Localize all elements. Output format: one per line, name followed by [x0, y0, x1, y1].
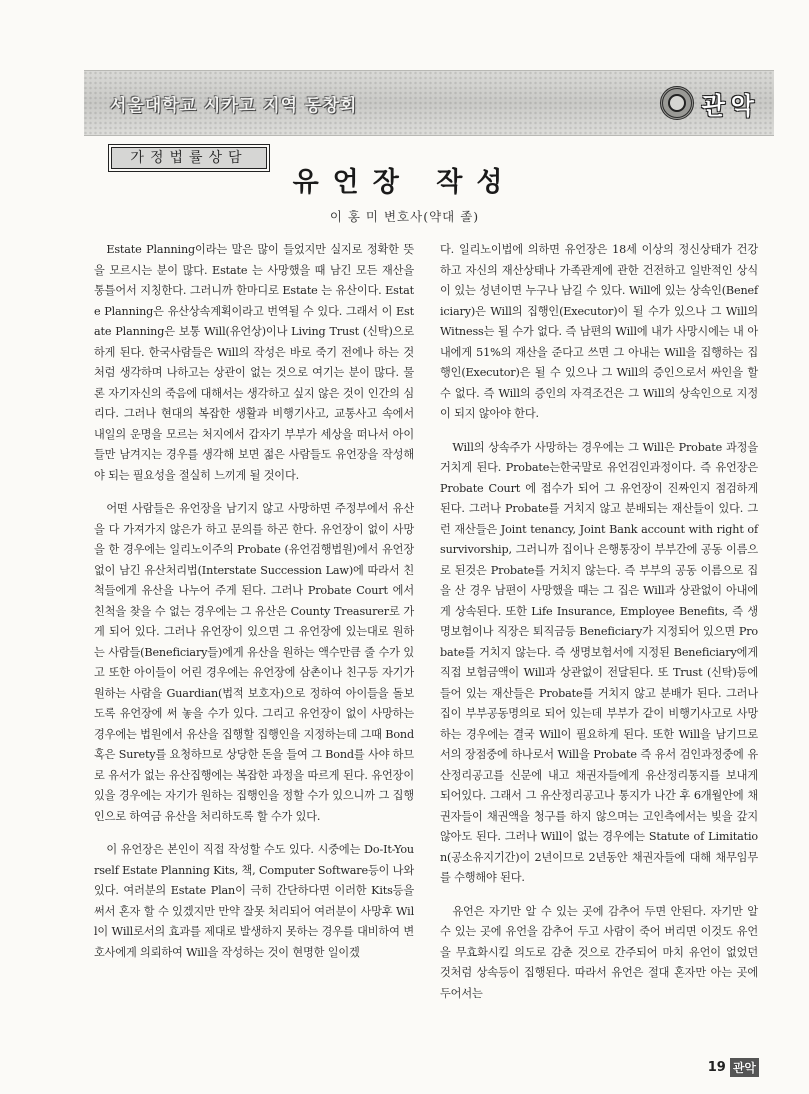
alumni-association-title: 서울대학교 시카고 지역 동창회 — [110, 96, 358, 116]
paragraph: 다. 일리노이법에 의하면 유언장은 18세 이상의 정신상태가 건강하고 자신의 재산상태나 가족관계에 관한 건전하고 일반적인 상식이 있는 성년이면 누구나 남길 수 있다. Will에 있는 상속인(Beneficiary)은 Will의 집행인(Executor)이 될 수가 있으나 그 Will의 Witness는 될 수가 없다. 즉 남편의 Will에 내가 사망시에는 내 아내에게 51%의 재산을 준다고 쓰면 그 아내는 Will을 집행하는 집행인(Executor)은 될 수 있으나 그 Will의 증인으로서 싸인을 할 수 없다. 즉 Will의 증인의 자격조건은 그 Will의 상속인으로 지정이 되지 않아야 한다. — [440, 243, 758, 420]
page-number: 19 — [707, 1060, 726, 1075]
magazine-name: 관악 — [701, 91, 760, 120]
page-footer — [708, 1058, 759, 1077]
magazine-logo — [660, 85, 760, 121]
text-column-right — [440, 240, 758, 1017]
header-banner — [84, 70, 774, 136]
article-title: 유언장 작성 — [292, 167, 517, 198]
paragraph: Will의 상속주가 사망하는 경우에는 그 Will은 Probate 과정을 거치게 된다. Probate는한국말로 유언검인과정이다. 즉 유언장은 Probate Court 에 접수가 되어 그 유언장이 진짜인지 점검하게 된다. 그러나 Probate를 거치지 않고 분배되는 재산들이 있다. 그런 재산들은 Joint tenancy, Joint Bank account with right of survivorship, 그러니까 집이나 은행통장이 부부간에 공동 이름으로 된것은 Probate를 거치지 않는다. 즉 부부의 공동 이름으로 집을 산 경우 남편이 사망했을 때는 그 집은 Will과 상관없이 아내에게 상속된다. 또한 Life Insurance, Employee Benefits, 즉 생명보험이나 직장은 퇴직금등 Beneficiary가 지정되어 있으면 Probate를 거치지 않는다. 즉 생명보험서에 지정된 Beneficiary에게 직접 보험금액이 Will과 상관없이 전달된다. 또 Trust (신탁)등에 들어 있는 재산들은 Probate를 거치지 않고 분배가 된다. 그러나 집이 부부공동명의로 되어 있는데 부부가 같이 비행기사고로 사망하는 경우에는 결국 Will이 필요하게 된다. 또한 Will을 남기므로서의 장점중에 하나로서 Will을 Probate 즉 유서 검인과정중에 유산정리공고를 신문에 내고 채권자들에게 유산정리통지를 보내게 되어있다. 그래서 그 유산정리공고나 통지가 나간 후 6개월안에 채권자들이 채권액을 청구를 하지 않으며는 고인측에서는 빚을 갚지 않아도 된다. 그러나 Will이 없는 경우에는 Statute of Limitation(공소유지기간)이 2년이므로 2년동안 채권자들에 대해 채무임무를 수행해야 된다. — [440, 440, 758, 884]
paragraph: Estate Planning이라는 말은 많이 들었지만 실지로 정확한 뜻을 모르시는 분이 많다. Estate 는 사망했을 때 남긴 모든 재산을 통틀어서 지칭한다. 그러니까 한마디로 Estate 는 유산이다. Estate Planning은 유산상속계획이라고 번역될 수 있다. 그래서 이 Estate Planning은 보통 Will(유언상)이나 Living Trust (신탁)으로 하게 된다. 한국사람들은 Will의 작성은 바로 죽기 전에나 하는 것처럼 생각하며 나하고는 상관이 없는 것으로 여기는 분이 많다. 물론 자기자신의 죽음에 대해서는 생각하고 싶지 않은 것이 인간의 심리다. 그러나 현대의 복잡한 생활과 비행기사고, 교통사고 속에서 내일의 운명을 모르는 처지에서 갑자기 부부가 세상을 떠나서 아이들만 남겨지는 경우를 생각해 보면 젊은 사람들도 유언장을 작성해야 되는 필요성을 절실히 느끼게 될 것이다. — [94, 243, 414, 482]
paragraph: 이 유언장은 본인이 직접 작성할 수도 있다. 시중에는 Do-It-Yourself Estate Planning Kits, 책, Computer Software등이 나와 있다. 여러분의 Estate Plan이 극히 간단하다면 이러한 Kits등을 써서 혼자 할 수 있겠지만 만약 잘못 처리되어 여러분이 사망후 Will이 Will로서의 효과를 제대로 발생하지 못하는 경우를 대비하여 변호사에게 의뢰하여 Will을 작성하는 것이 현명한 일이겠 — [94, 843, 414, 959]
category-label: 가정법률상담 — [111, 147, 267, 169]
paragraph: 유언은 자기만 알 수 있는 곳에 감추어 두면 안된다. 자기만 알 수 있는 곳에 유언을 감추어 두고 사람이 죽어 버리면 이것도 유언을 무효화시킬 의도로 감춘 것으로 간주되어 마치 유언이 없었던 것처럼 상속등이 집행된다. 따라서 유언은 절대 혼자만 아는 곳에 두어서는 — [440, 904, 758, 1000]
article-byline: 이 홍 미 변호사(약대 졸) — [329, 209, 480, 224]
text-column-left — [94, 240, 414, 976]
paragraph: 어떤 사람들은 유언장을 남기지 않고 사망하면 주정부에서 유산을 다 가져가지 않은가 하고 문의를 하곤 한다. 유언장이 없이 사망을 한 경우에는 일리노이주의 Probate (유언검행법원)에서 유언장 없이 남긴 유산처리법(Interstate Succession Law)에 따라서 친척들에게 유산을 나누어 주게 된다. 그러나 Probate Court 에서 친척을 찾을 수 없는 경우에는 그 유산은 County Treasurer로 가게 되어 있다. 그러나 유언장이 있으면 그 유언장에 있는대로 원하는 사람들(Beneficiary들)에게 유산을 원하는 액수만큼 줄 수가 있고 또한 아이들이 어린 경우에는 유언장에 삼촌이나 친구등 자기가 원하는 사람을 Guardian(법적 보호자)으로 정하여 아이들을 돌보도록 유언장에 써 놓을 수가 있다. 그리고 유언장이 없이 사망하는 경우에는 법원에서 유산을 집행할 집행인을 지정하는데 그때 Bond 혹은 Surety를 요청하므로 상당한 돈을 들여 그 Bond를 사야 하므로 유서가 없는 유산집행에는 복잡한 과정을 따르게 된다. 유언장이 있을 경우에는 자기가 원하는 집행인을 정할 수가 있으니까 그 집행인으로 하여금 유산을 처리하도록 할 수가 있다. — [94, 502, 414, 823]
university-seal-icon — [660, 86, 694, 120]
footer-magazine-name: 관악 — [730, 1058, 759, 1077]
